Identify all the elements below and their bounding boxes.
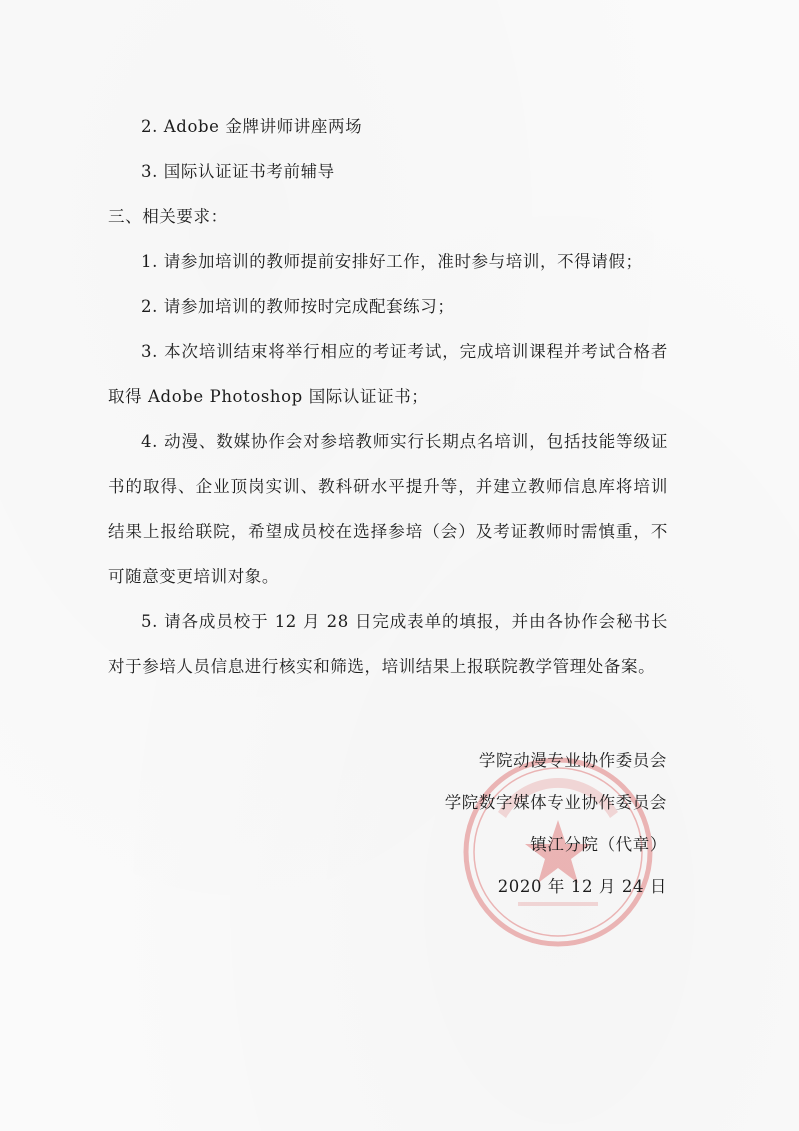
document-date: 2020 年 12 月 24 日 (497, 877, 667, 896)
section-heading-requirements: 三、相关要求： (108, 207, 228, 226)
signature-block (445, 740, 667, 908)
requirement-3: 3. 本次培训结束将举行相应的考证考试，完成培训课程并考试合格者取得 Adobe Photoshop 国际认证证书； (108, 342, 668, 406)
requirement-2: 2. 请参加培训的教师按时完成配套练习； (141, 297, 455, 316)
requirement-1: 1. 请参加培训的教师提前安排好工作，准时参与培训，不得请假； (141, 252, 643, 271)
requirement-4: 4. 动漫、数媒协作会对参培教师实行长期点名培训，包括技能等级证书的取得、企业顶岗实训、教科研水平提升等，并建立教师信息库将培训结果上报给联院，希望成员校在选择参培（会）及考证教师时需慎重，不可随意变更培训对象。 (108, 432, 668, 586)
signer-digital-media-committee: 学院数字媒体专业协作委员会 (444, 793, 667, 812)
item-adobe-lectures: 2. Adobe 金牌讲师讲座两场 (141, 117, 363, 136)
item-exam-coaching: 3. 国际认证证书考前辅导 (141, 162, 335, 181)
signer-animation-committee: 学院动漫专业协作委员会 (478, 751, 667, 770)
document-body (108, 104, 668, 689)
requirement-5: 5. 请各成员校于 12 月 28 日完成表单的填报，并由各协作会秘书长对于参培人员信息进行核实和筛选，培训结果上报联院教学管理处备案。 (108, 612, 668, 676)
signer-zhenjiang-branch: 镇江分院（代章） (530, 835, 667, 854)
